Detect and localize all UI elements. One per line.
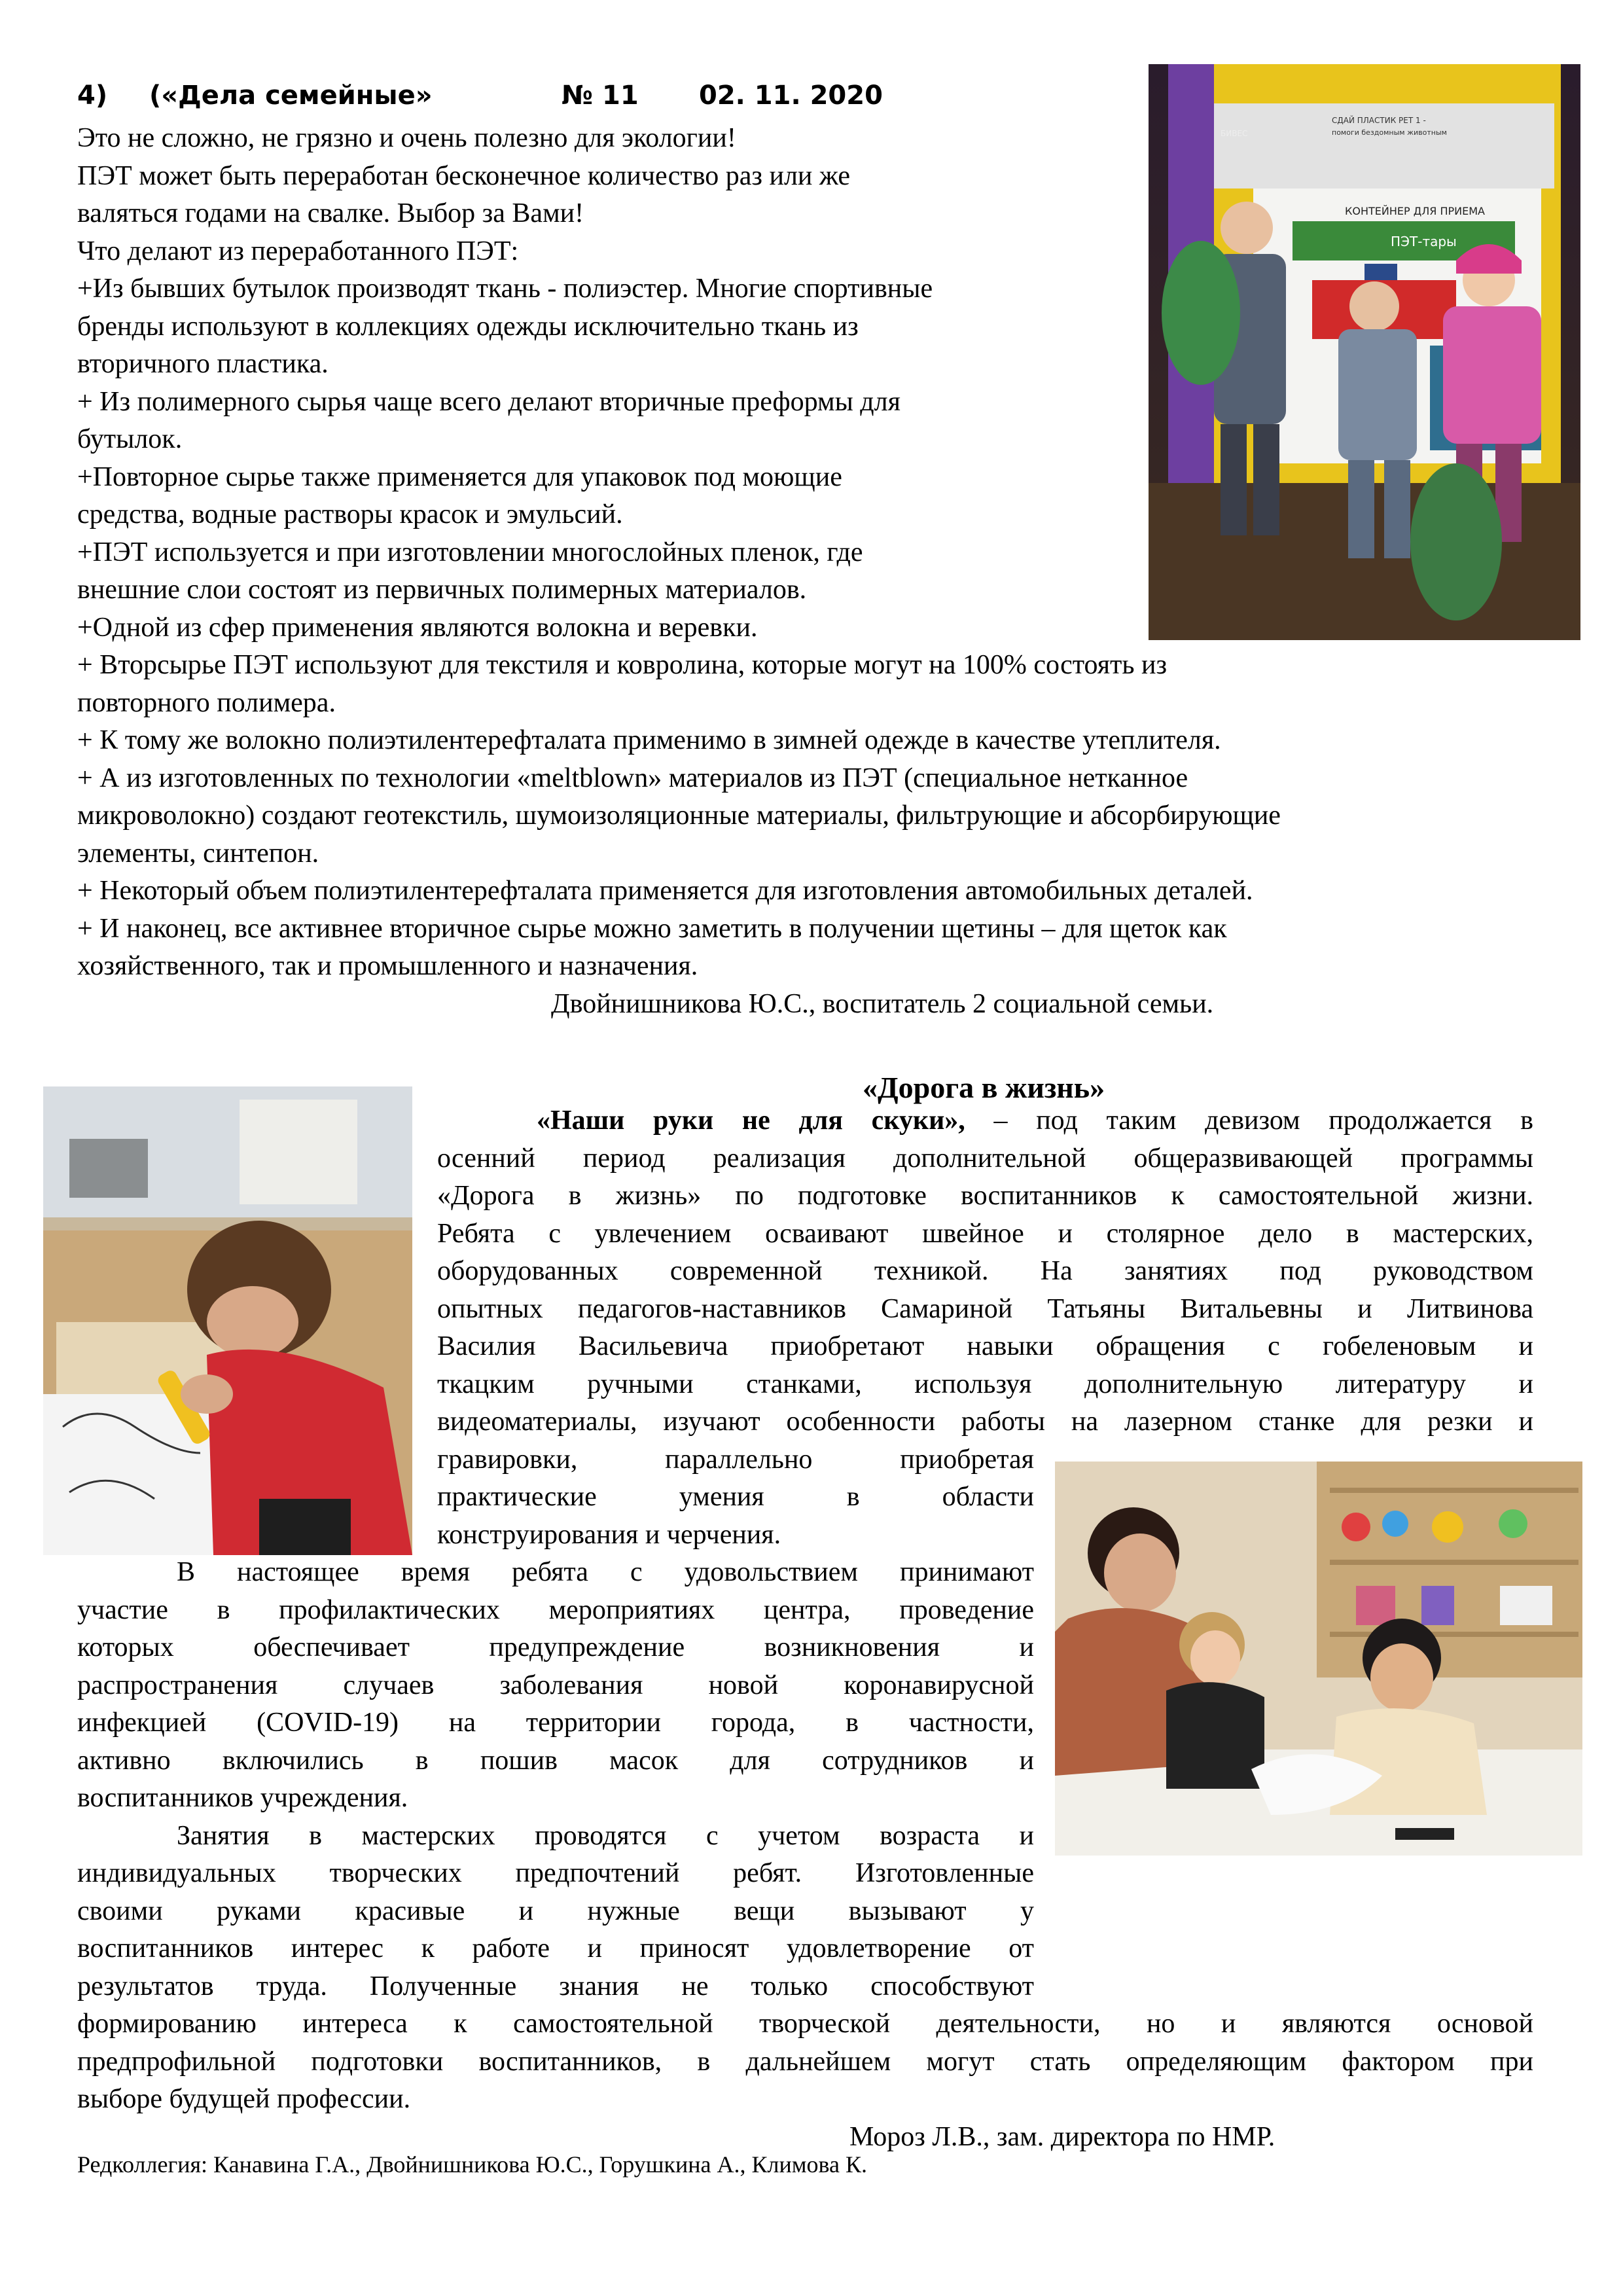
text-line: выборе будущей профессии. (77, 2084, 411, 2114)
text-line: активно включились в пошив масок для сотрудников и (77, 1746, 1034, 1776)
text-line: средства, водные растворы красок и эмульсий. (77, 499, 623, 529)
text-line: + А из изготовленных по технологии «meltblown» материалов из ПЭТ (специальное нетканное (77, 763, 1188, 793)
text-line: + Некоторый объем полиэтилентерефталата применяется для изготовления автомобильных деталей. (77, 876, 1253, 906)
text-line: своими руками красивые и нужные вещи вызывают у (77, 1896, 1034, 1926)
text-line: валяться годами на свалке. Выбор за Вами! (77, 198, 584, 228)
text-line: хозяйственного, так и промышленного и назначения. (77, 951, 698, 981)
text-line: + Вторсырье ПЭТ используют для текстиля и ковролина, которые могут на 100% состоять из (77, 650, 1168, 680)
text-line: Это не сложно, не грязно и очень полезно для экологии! (77, 123, 736, 153)
photo-illustration (1149, 64, 1580, 640)
text-line: +Одной из сфер применения являются волокна и веревки. (77, 613, 758, 643)
text-line: осенний период реализация дополнительной общеразвивающей программы (437, 1143, 1533, 1174)
brand-label: БИВЕС (1221, 129, 1248, 138)
text-line: практические умения в области (437, 1482, 1034, 1512)
text-line: бутылок. (77, 424, 183, 454)
text-line: результатов труда. Полученные знания не только способствуют (77, 1971, 1034, 2001)
photo-teacher-with-children (1055, 1462, 1582, 1856)
newsletter-name: («Дела семейные» (149, 81, 433, 111)
text-line: В настоящее время ребята с удовольствием принимают (177, 1557, 1034, 1587)
text-line: +Повторное сырье также применяется для упаковок под моющие (77, 462, 842, 492)
text-line: воспитанников учреждения. (77, 1783, 408, 1813)
text-line: воспитанников интерес к работе и приносят удовлетворение от (77, 1933, 1034, 1964)
text-line: микроволокно) создают геотекстиль, шумоизоляционные материалы, фильтрующие и абсорбирующие (77, 800, 1281, 831)
text-line: Ребята с увлечением осваивают швейное и столярное дело в мастерских, (437, 1219, 1533, 1249)
text-line: + К тому же волокно полиэтилентерефталата применимо в зимней одежде в качестве утеплителя. (77, 725, 1221, 755)
text-line: вторичного пластика. (77, 349, 329, 379)
text-line: «Дорога в жизнь» по подготовке воспитанников к самостоятельной жизни. (437, 1181, 1533, 1211)
text-line: Занятия в мастерских проводятся с учетом возраста и (177, 1821, 1034, 1851)
container-label-line2: ПЭТ-тары (1391, 234, 1457, 249)
sign-line1: СДАЙ ПЛАСТИК РЕТ 1 - (1332, 116, 1426, 125)
article-title: «Дорога в жизнь» (863, 1071, 1105, 1104)
text-line: опытных педагогов-наставников Самариной Татьяны Витальевны и Литвинова (437, 1294, 1533, 1324)
motto: «Наши руки не для скуки», (537, 1105, 965, 1136)
text-line: гравировки, параллельно приобретая (437, 1444, 1034, 1475)
photo-illustration (1055, 1462, 1582, 1856)
text-line: внешние слои состоят из первичных полимерных материалов. (77, 575, 807, 605)
text-line: видеоматериалы, изучают особенности работы на лазерном станке для резки и (437, 1407, 1533, 1437)
text-line: бренды используют в коллекциях одежды исключительно ткань из (77, 312, 859, 342)
text-line: + Из полимерного сырья чаще всего делают вторичные преформы для (77, 387, 901, 417)
text-line: ткацким ручными станками, используя дополнительную литературу и (437, 1369, 1533, 1399)
text-line: конструирования и черчения. (437, 1520, 781, 1550)
text-line: которых обеспечивает предупреждение возникновения и (77, 1632, 1034, 1662)
text-line: повторного полимера. (77, 688, 336, 718)
motto-continuation: – под таким девизом продолжается в (965, 1105, 1534, 1136)
article2-first-line (537, 1102, 1533, 1140)
text-line: предпрофильной подготовки воспитанников, в дальнейшем могут стать определяющим фактором при (77, 2047, 1533, 2077)
text-line: инфекцией (COVID-19) на территории города, в частности, (77, 1708, 1034, 1738)
article-author: Двойнишникова Ю.С., воспитатель 2 социальной семьи. (551, 989, 1214, 1019)
text-line: Что делают из переработанного ПЭТ: (77, 236, 519, 266)
text-line: +Из бывших бутылок производят ткань - полиэстер. Многие спортивные (77, 274, 933, 304)
text-line: участие в профилактических мероприятиях центра, проведение (77, 1595, 1034, 1625)
sign-line2: помоги бездомным животным (1332, 128, 1447, 137)
text-line: элементы, синтепон. (77, 838, 319, 869)
text-line: +ПЭТ используется и при изготовлении многослойных пленок, где (77, 537, 863, 567)
text-line: оборудованных современной техникой. На занятиях под руководством (437, 1256, 1533, 1286)
issue-date: 02. 11. 2020 (699, 81, 883, 111)
text-line: ПЭТ может быть переработан бесконечное количество раз или же (77, 161, 851, 191)
container-label-line1: КОНТЕЙНЕР ДЛЯ ПРИЕМА (1345, 205, 1485, 217)
issue-index: 4) (77, 81, 108, 111)
article-author: Мороз Л.В., зам. директора по НМР. (849, 2122, 1275, 2152)
text-line: формированию интереса к самостоятельной творческой деятельности, но и являются основой (77, 2009, 1533, 2039)
text-line: Василия Васильевича приобретают навыки обращения с гобеленовым и (437, 1331, 1533, 1361)
editorial-board: Редколлегия: Канавина Г.А., Двойнишникова Ю.С., Горушкина А., Климова К. (77, 2151, 868, 2178)
photo-children-recycling-container (1149, 64, 1580, 640)
text-line: индивидуальных творческих предпочтений ребят. Изготовленные (77, 1858, 1034, 1888)
newsletter-header (77, 77, 883, 114)
text-line: распространения случаев заболевания новой коронавирусной (77, 1670, 1034, 1700)
text-line: + И наконец, все активнее вторичное сырье можно заметить в получении щетины – для щеток как (77, 914, 1227, 944)
issue-number: № 11 (562, 81, 639, 111)
photo-boy-with-3d-pen (43, 1086, 412, 1555)
photo-illustration (43, 1086, 412, 1555)
